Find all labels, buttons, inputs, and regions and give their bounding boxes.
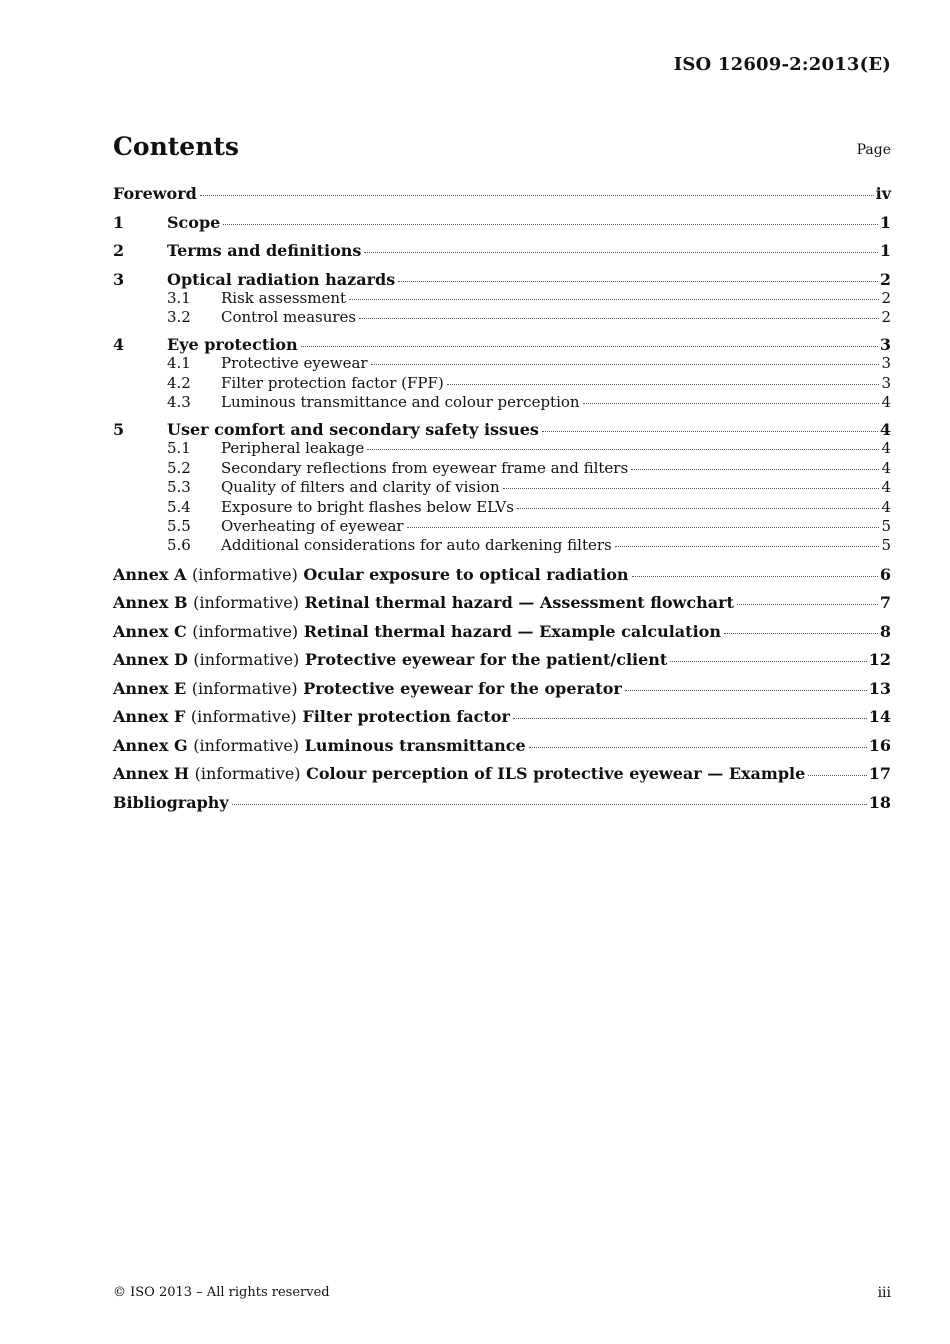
- toc-subentry-3-2[interactable]: [113, 308, 891, 327]
- table-of-contents: [113, 184, 891, 821]
- annex-label: Annex F: [113, 707, 186, 727]
- toc-entry-page: 17: [868, 764, 891, 784]
- toc-entry-title: Optical radiation hazards: [167, 269, 396, 289]
- toc-entry-section-2[interactable]: [113, 241, 891, 270]
- leader-dots: [447, 384, 880, 385]
- toc-entry-page: 2: [879, 269, 891, 289]
- leader-dots: [371, 364, 880, 365]
- toc-entry-title: Additional considerations for auto darkening filters: [221, 536, 612, 555]
- toc-subentry-5-3[interactable]: [113, 478, 891, 497]
- page-number: iii: [877, 1285, 891, 1301]
- annex-type: (informative): [191, 678, 298, 698]
- toc-entry-section-1[interactable]: [113, 213, 891, 242]
- leader-dots: [737, 604, 878, 605]
- toc-entry-number: 5.1: [167, 439, 191, 458]
- leader-dots: [349, 299, 879, 300]
- toc-entry-number: 5.3: [167, 478, 191, 497]
- toc-entry-number: 4.1: [167, 354, 191, 373]
- toc-subentry-5-4[interactable]: [113, 498, 891, 517]
- leader-dots: [364, 252, 877, 253]
- annex-label: Annex C: [113, 621, 187, 641]
- annex-title: Protective eyewear for the patient/client: [304, 650, 668, 670]
- annex-label: Annex B: [113, 593, 188, 613]
- toc-entry-title: Scope: [167, 212, 221, 232]
- leader-dots: [583, 403, 880, 404]
- annex-title: Ocular exposure to optical radiation: [303, 564, 629, 584]
- annex-type: (informative): [193, 593, 299, 613]
- annex-label: Annex G: [113, 735, 188, 755]
- toc-entry-page: iv: [875, 184, 891, 203]
- toc-entry-page: 16: [868, 735, 891, 755]
- leader-dots: [367, 449, 879, 450]
- page-title: Contents: [113, 132, 240, 161]
- annex-label: Annex A: [113, 564, 187, 584]
- toc-entry-bibliography[interactable]: [113, 793, 891, 822]
- leader-dots: [301, 346, 878, 347]
- leader-dots: [407, 527, 880, 528]
- toc-entry-title: Control measures: [221, 307, 357, 326]
- annex-title: Luminous transmittance: [304, 735, 526, 755]
- toc-entry-number: 4.2: [167, 373, 191, 392]
- toc-subentry-5-2[interactable]: [113, 459, 891, 478]
- toc-entry-section-4[interactable]: [113, 335, 891, 354]
- toc-entry-title: Terms and definitions: [167, 241, 362, 260]
- toc-entry-title: [113, 679, 622, 698]
- annex-type: (informative): [194, 764, 301, 784]
- toc-entry-title: User comfort and secondary safety issues: [167, 420, 539, 440]
- leader-dots: [398, 281, 878, 282]
- toc-entry-number: 5.6: [167, 536, 191, 555]
- page-column-label: Page: [856, 142, 891, 158]
- toc-entry-number: 4.3: [167, 393, 191, 412]
- toc-entry-page: 4: [881, 497, 891, 516]
- annex-type: (informative): [190, 707, 297, 727]
- toc-entry-number: 1: [113, 212, 125, 232]
- toc-entry-page: 5: [881, 517, 891, 536]
- toc-entry-title: [113, 593, 734, 612]
- toc-entry-page: 18: [868, 792, 891, 812]
- toc-entry-annex-a[interactable]: [113, 565, 891, 594]
- leader-dots: [615, 546, 880, 547]
- toc-entry-title: Eye protection: [167, 335, 298, 355]
- toc-entry-page: 5: [881, 536, 891, 555]
- toc-entry-number: 4: [113, 335, 125, 355]
- toc-entry-page: 4: [881, 478, 891, 497]
- toc-entry-title: Foreword: [113, 184, 197, 203]
- leader-dots: [359, 318, 879, 319]
- toc-entry-title: Risk assessment: [221, 288, 347, 307]
- toc-entry-number: 2: [113, 241, 125, 260]
- annex-label: Annex D: [113, 650, 188, 670]
- toc-entry-annex-d[interactable]: [113, 650, 891, 679]
- annex-label: Annex E: [113, 678, 187, 698]
- leader-dots: [513, 718, 867, 719]
- leader-dots: [542, 431, 878, 432]
- toc-entry-page: 13: [868, 678, 891, 698]
- annex-type: (informative): [192, 621, 299, 641]
- annex-label: Annex H: [113, 764, 190, 784]
- toc-entry-title: [113, 736, 526, 755]
- leader-dots: [625, 690, 867, 691]
- toc-subentry-5-1[interactable]: [113, 439, 891, 458]
- toc-entry-foreword[interactable]: [113, 184, 891, 213]
- toc-entry-page: 1: [879, 212, 891, 232]
- toc-entry-page: 3: [881, 354, 891, 373]
- toc-entry-page: 4: [881, 393, 891, 412]
- toc-entry-number: 5: [113, 420, 125, 440]
- toc-entry-page: 8: [879, 621, 891, 641]
- toc-entry-page: 12: [868, 650, 891, 670]
- toc-entry-number: 3: [113, 269, 125, 289]
- toc-entry-title: [113, 622, 721, 641]
- toc-entry-title: Overheating of eyewear: [221, 517, 404, 536]
- toc-entry-number: 5.5: [167, 517, 191, 536]
- toc-entry-annex-h[interactable]: [113, 764, 891, 793]
- toc-entry-page: 2: [881, 307, 891, 326]
- toc-entry-number: 5.2: [167, 458, 191, 477]
- toc-subentry-4-2[interactable]: [113, 374, 891, 393]
- toc-entry-page: 2: [881, 288, 891, 307]
- leader-dots: [724, 633, 878, 634]
- document-id: ISO 12609-2:2013(E): [673, 54, 891, 75]
- annex-title: Filter protection factor: [302, 707, 510, 727]
- toc-entry-page: 4: [881, 458, 891, 477]
- toc-entry-title: Luminous transmittance and colour perception: [221, 393, 580, 412]
- annex-title: Retinal thermal hazard — Example calculation: [303, 621, 721, 641]
- toc-entry-title: Peripheral leakage: [221, 439, 365, 458]
- toc-entry-page: 3: [881, 373, 891, 392]
- toc-entry-section-3[interactable]: [113, 270, 891, 289]
- toc-entry-section-5[interactable]: [113, 420, 891, 439]
- annex-title: Retinal thermal hazard — Assessment flowchart: [304, 593, 734, 613]
- leader-dots: [232, 804, 867, 805]
- annex-title: Protective eyewear for the operator: [303, 678, 622, 698]
- toc-entry-page: 4: [881, 439, 891, 458]
- toc-entry-page: 4: [879, 420, 891, 440]
- toc-entry-title: Secondary reflections from eyewear frame and filters: [221, 458, 629, 477]
- toc-entry-annex-c[interactable]: [113, 622, 891, 651]
- toc-subentry-3-1[interactable]: [113, 289, 891, 308]
- leader-dots: [631, 469, 879, 470]
- leader-dots: [223, 224, 878, 225]
- toc-entry-page: 7: [879, 593, 891, 613]
- toc-entry-title: Protective eyewear: [221, 354, 368, 373]
- leader-dots: [503, 488, 880, 489]
- toc-entry-number: 5.4: [167, 497, 191, 516]
- toc-entry-annex-e[interactable]: [113, 679, 891, 708]
- toc-entry-page: 1: [879, 241, 891, 260]
- annex-title: Colour perception of ILS protective eyewear — Example: [306, 764, 806, 784]
- toc-entry-title: [113, 565, 629, 584]
- leader-dots: [517, 508, 880, 509]
- toc-entry-title: [113, 764, 805, 783]
- toc-entry-page: 3: [879, 335, 891, 355]
- toc-entry-title: Bibliography: [113, 792, 229, 812]
- annex-type: (informative): [191, 564, 298, 584]
- toc-entry-title: [113, 650, 667, 669]
- toc-entry-title: Exposure to bright flashes below ELVs: [221, 497, 514, 516]
- annex-type: (informative): [193, 735, 300, 755]
- toc-subentry-5-6[interactable]: [113, 536, 891, 555]
- toc-entry-number: 3.2: [167, 307, 191, 326]
- toc-entry-number: 3.1: [167, 288, 191, 307]
- annex-type: (informative): [193, 650, 300, 670]
- leader-dots: [529, 747, 867, 748]
- leader-dots: [200, 195, 874, 196]
- toc-entry-page: 6: [879, 564, 891, 584]
- leader-dots: [632, 576, 878, 577]
- toc-entry-title: Filter protection factor (FPF): [221, 373, 444, 392]
- toc-entry-title: [113, 707, 510, 726]
- toc-subentry-4-1[interactable]: [113, 354, 891, 373]
- toc-entry-title: Quality of filters and clarity of vision: [221, 478, 500, 497]
- leader-dots: [670, 661, 866, 662]
- toc-entry-annex-b[interactable]: [113, 593, 891, 622]
- toc-entry-page: 14: [868, 707, 891, 727]
- toc-entry-annex-g[interactable]: [113, 736, 891, 765]
- toc-entry-annex-f[interactable]: [113, 707, 891, 736]
- toc-subentry-4-3[interactable]: [113, 393, 891, 412]
- toc-subentry-5-5[interactable]: [113, 517, 891, 536]
- copyright-notice: © ISO 2013 – All rights reserved: [113, 1285, 330, 1300]
- leader-dots: [808, 775, 866, 776]
